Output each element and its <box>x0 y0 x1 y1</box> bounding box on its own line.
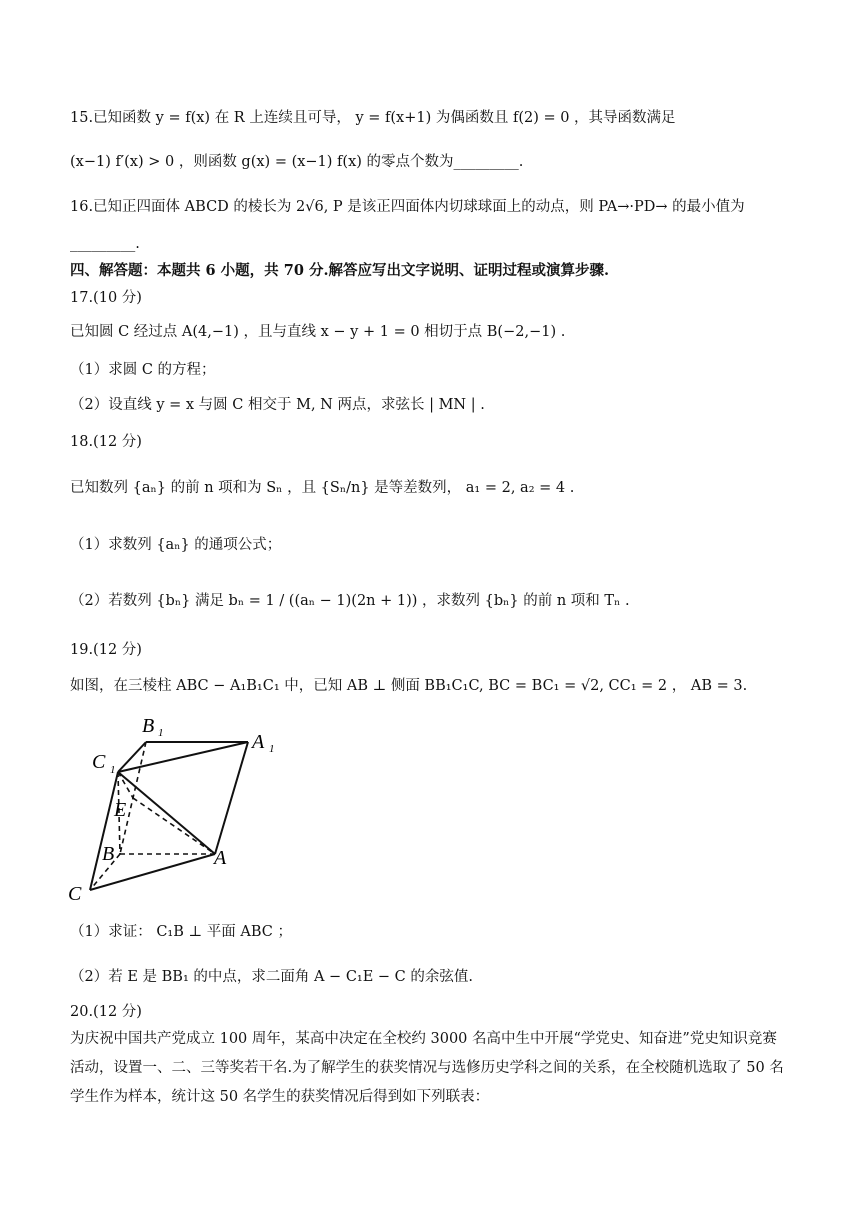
edge-c1-c <box>90 772 118 890</box>
q20-header: 20.(12 分) <box>70 1004 142 1020</box>
q18-header: 18.(12 分) <box>70 434 142 450</box>
edge-e-a <box>133 798 215 854</box>
q17-header: 17.(10 分) <box>70 290 142 306</box>
label-c: C <box>68 883 82 905</box>
q17-stem: 已知圆 C 经过点 A(4,−1) ，且与直线 x − y + 1 = 0 相切于点 B(−2,−1) . <box>70 324 566 340</box>
q18-stem: 已知数列 {aₙ} 的前 n 项和为 Sₙ ，且 {Sₙ/n} 是等差数列， a₁ = 2, a₂ = 4 . <box>70 480 575 496</box>
q16-line2: _________. <box>70 236 140 252</box>
label-a: A <box>214 847 227 869</box>
q19-stem: 如图，在三棱柱 ABC − A₁B₁C₁ 中，已知 AB ⊥ 侧面 BB₁C₁C, BC = BC₁ = √2, CC₁ = 2 ， AB = 3. <box>70 678 748 694</box>
edge-c1-e <box>118 772 133 798</box>
label-a1-sub: 1 <box>269 743 275 755</box>
q19-part1: （1）求证： C₁B ⊥ 平面 ABC ； <box>70 924 292 940</box>
q18-part1: （1）求数列 {aₙ} 的通项公式； <box>70 537 282 553</box>
edge-c1-a <box>118 772 215 854</box>
label-c1: C <box>92 751 106 773</box>
label-b: B <box>102 843 115 865</box>
edge-c1-a1 <box>118 742 248 772</box>
q18-part2: （2）若数列 {bₙ} 满足 bₙ = 1 / ((aₙ − 1)(2n + 1)) ，求数列 {bₙ} 的前 n 项和 Tₙ . <box>70 593 630 609</box>
q19-part2: （2）若 E 是 BB₁ 的中点，求二面角 A − C₁E − C 的余弦值. <box>70 969 473 985</box>
q15-line2: (x−1) f′(x) > 0 ，则函数 g(x) = (x−1) f(x) 的零点个数为_________. <box>70 154 524 170</box>
q17-part2: （2）设直线 y = x 与圆 C 相交于 M, N 两点，求弦长 | MN | . <box>70 397 485 413</box>
label-b1: B <box>142 715 155 737</box>
label-c1-sub: 1 <box>110 764 116 776</box>
q16-line1: 16.已知正四面体 ABCD 的棱长为 2√6, P 是该正四面体内切球球面上的动点，则 PA→·PD→ 的最小值为 <box>70 199 745 215</box>
label-e: E <box>114 799 127 821</box>
q20-body: 为庆祝中国共产党成立 100 周年，某高中决定在全校约 3000 名高中生中开展“学党史、知奋进”党史知识竞赛活动，设置一、二、三等奖若干名.为了解学生的获奖情况与选修历史学科之间的关系，在全校随机选取了 50 名学生作为样本，统计这 50 名学生的获奖情况后得到如下列联表： <box>70 1031 784 1105</box>
section-heading: 四、解答题：本题共 6 小题，共 70 分.解答应写出文字说明、证明过程或演算步骤. <box>70 262 610 279</box>
q15-line1: 15.已知函数 y = f(x) 在 R 上连续且可导， y = f(x+1) 为偶函数且 f(2) = 0 ，其导函数满足 <box>70 110 676 126</box>
q19-header: 19.(12 分) <box>70 642 142 658</box>
prism-diagram <box>62 708 282 908</box>
edge-a1-a <box>215 742 248 854</box>
label-b1-sub: 1 <box>158 727 164 739</box>
label-a1: A <box>252 731 265 753</box>
q17-part1: （1）求圆 C 的方程； <box>70 362 216 378</box>
